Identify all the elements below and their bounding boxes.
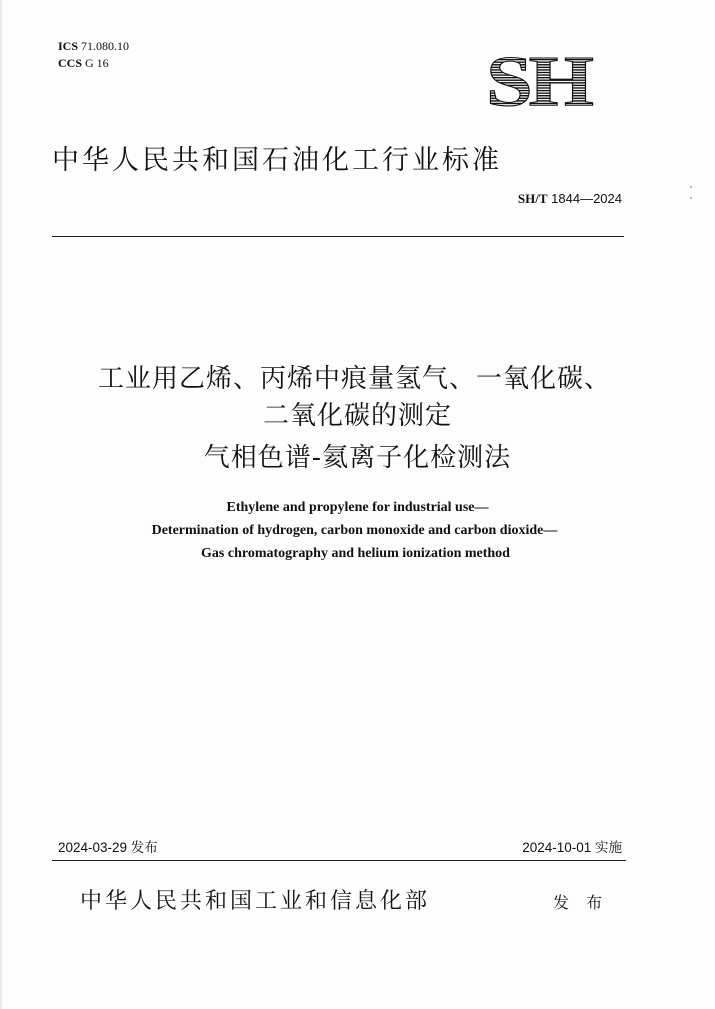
header-divider: [52, 236, 624, 237]
standard-number: [518, 191, 622, 207]
ccs-label: CCS: [58, 56, 83, 70]
chinese-title-line-3: 气相色谱-氦离子化检测法: [203, 443, 512, 473]
implement-date: 2024-10-01 实施: [522, 840, 622, 855]
ccs-code: [58, 55, 129, 72]
footer-divider: [52, 860, 626, 861]
ics-label: ICS: [58, 39, 79, 53]
issuing-authority: 中华人民共和国工业和信息化部: [80, 889, 431, 914]
english-title-line-2: Determination of hydrogen, carbon monoxide and carbon dioxide—: [151, 523, 558, 538]
standard-type-title: 中华人民共和国石油化工行业标准: [52, 145, 502, 176]
ics-value: 71.080.10: [81, 39, 130, 53]
scan-speck: [690, 197, 692, 199]
ccs-value: G 16: [85, 56, 109, 70]
standard-number-value: 1844—2024: [551, 191, 622, 206]
standard-code: SH/T: [517, 191, 548, 206]
english-title-line-3: Gas chromatography and helium ionization method: [201, 546, 510, 561]
sh-logo-icon: [466, 40, 610, 112]
issue-label: 发 布: [553, 893, 609, 912]
chinese-title-line-1: 工业用乙烯、丙烯中痕量氢气、一氧化碳、: [97, 364, 611, 394]
publish-date: 2024-03-29 发布: [58, 840, 158, 855]
scan-speck: [690, 186, 692, 188]
sh-logo-text: SH: [485, 40, 591, 112]
chinese-title-line-2: 二氧化碳的测定: [262, 401, 452, 431]
english-title-line-1: Ethylene and propylene for industrial use—: [226, 500, 489, 515]
classification-codes: [58, 38, 129, 72]
ics-code: [58, 38, 129, 55]
